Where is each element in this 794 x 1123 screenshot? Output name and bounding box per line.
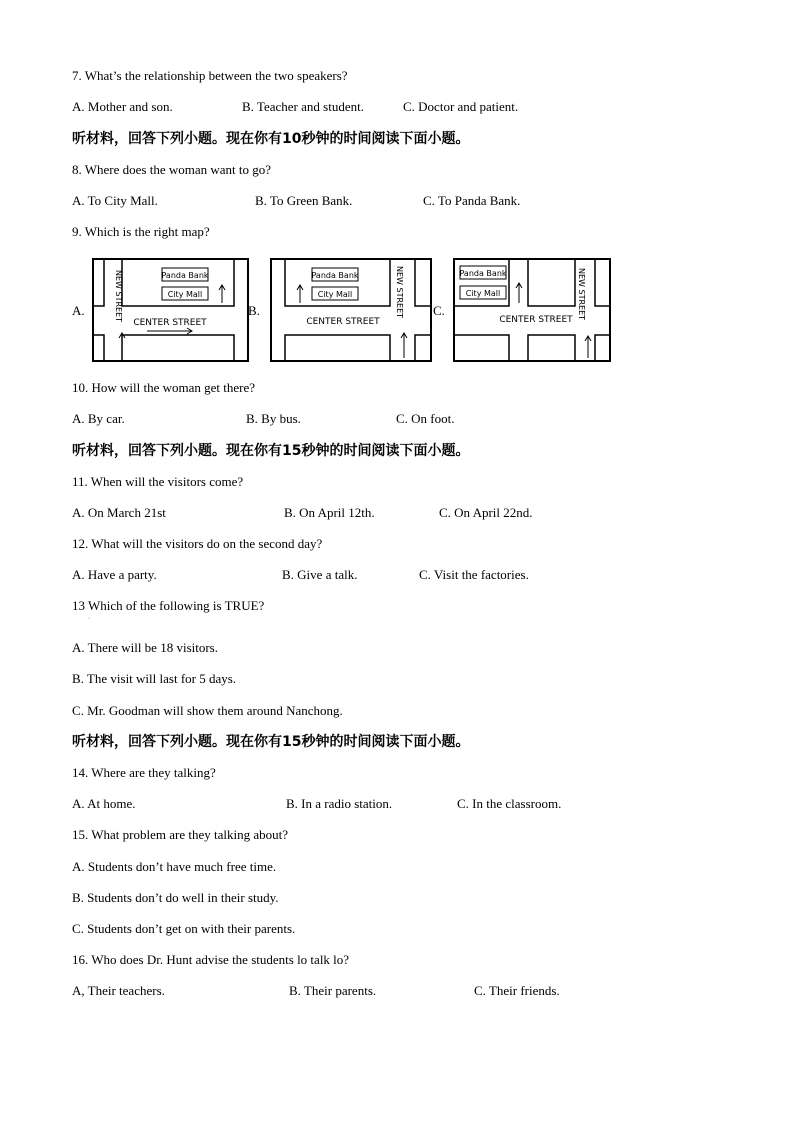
q15-option-a: A. Students don’t have much free time. <box>72 859 277 874</box>
q13-option-c: C. Mr. Goodman will show them around Nanchong. <box>72 703 343 718</box>
map-a-new-street: NEW STREET <box>114 270 123 323</box>
question-10: 10. How will the woman get there? <box>72 380 256 395</box>
q8-option-c: C. To Panda Bank. <box>423 193 521 208</box>
q14-option-a: A. At home. <box>72 796 136 811</box>
instruction-2: 听材料，回答下列小题。现在你有15秒钟的时间阅读下面小题。 <box>72 443 470 459</box>
map-c-new-street: NEW STREET <box>577 268 586 321</box>
q10-option-a: A. By car. <box>72 411 125 426</box>
map-b-city-mall: City Mall <box>317 290 353 299</box>
question-14: 14. Where are they talking? <box>72 765 216 780</box>
q11-option-a: A. On March 21st <box>72 505 166 520</box>
map-c-panda-bank: Panda Bank <box>459 269 507 278</box>
map-c-center-street: CENTER STREET <box>499 315 573 325</box>
q8-option-b: B. To Green Bank. <box>255 193 353 208</box>
question-16: 16. Who does Dr. Hunt advise the students lo talk lo? <box>72 952 350 967</box>
q13-option-a: A. There will be 18 visitors. <box>72 640 218 655</box>
q14-option-c: C. In the classroom. <box>457 796 562 811</box>
map-a-label: A. <box>72 303 85 318</box>
q16-option-b: B. Their parents. <box>289 983 377 998</box>
map-c <box>453 258 611 362</box>
map-a-center-street: CENTER STREET <box>133 318 207 328</box>
question-9: 9. Which is the right map? <box>72 224 210 239</box>
q11-option-c: C. On April 22nd. <box>439 505 533 520</box>
q12-option-b: B. Give a talk. <box>282 567 358 582</box>
q10-option-b: B. By bus. <box>246 411 301 426</box>
instruction-3: 听材料，回答下列小题。现在你有15秒钟的时间阅读下面小题。 <box>72 734 470 750</box>
question-11: 11. When will the visitors come? <box>72 474 244 489</box>
q15-option-c: C. Students don’t get on with their parents. <box>72 921 296 936</box>
map-a-city-mall: City Mall <box>167 290 203 299</box>
question-7: 7. What’s the relationship between the two speakers? <box>72 68 348 83</box>
map-a <box>92 258 249 362</box>
map-b-label: B. <box>248 303 260 318</box>
question-8: 8. Where does the woman want to go? <box>72 162 272 177</box>
q12-option-a: A. Have a party. <box>72 567 157 582</box>
map-b-new-street: NEW STREET <box>395 266 404 319</box>
question-12: 12. What will the visitors do on the second day? <box>72 536 323 551</box>
q11-option-b: B. On April 12th. <box>284 505 375 520</box>
question-13: 13 Which of the following is TRUE? <box>72 598 265 613</box>
map-b <box>270 258 432 362</box>
q16-option-a: A, Their teachers. <box>72 983 165 998</box>
instruction-1: 听材料，回答下列小题。现在你有10秒钟的时间阅读下面小题。 <box>72 131 470 147</box>
q13-option-b: B. The visit will last for 5 days. <box>72 671 237 686</box>
map-b-center-street: CENTER STREET <box>306 317 380 327</box>
map-a-panda-bank: Panda Bank <box>161 271 209 280</box>
map-c-city-mall: City Mall <box>465 289 501 298</box>
q12-option-c: C. Visit the factories. <box>419 567 529 582</box>
stray-dot: · <box>88 616 90 622</box>
q7-option-c: C. Doctor and patient. <box>403 99 519 114</box>
q8-option-a: A. To City Mall. <box>72 193 158 208</box>
q7-option-b: B. Teacher and student. <box>242 99 364 114</box>
map-b-panda-bank: Panda Bank <box>311 271 359 280</box>
q15-option-b: B. Students don’t do well in their study. <box>72 890 279 905</box>
question-15: 15. What problem are they talking about? <box>72 827 288 842</box>
q7-option-a: A. Mother and son. <box>72 99 173 114</box>
map-c-label: C. <box>433 303 445 318</box>
q14-option-b: B. In a radio station. <box>286 796 393 811</box>
q10-option-c: C. On foot. <box>396 411 455 426</box>
q16-option-c: C. Their friends. <box>474 983 560 998</box>
